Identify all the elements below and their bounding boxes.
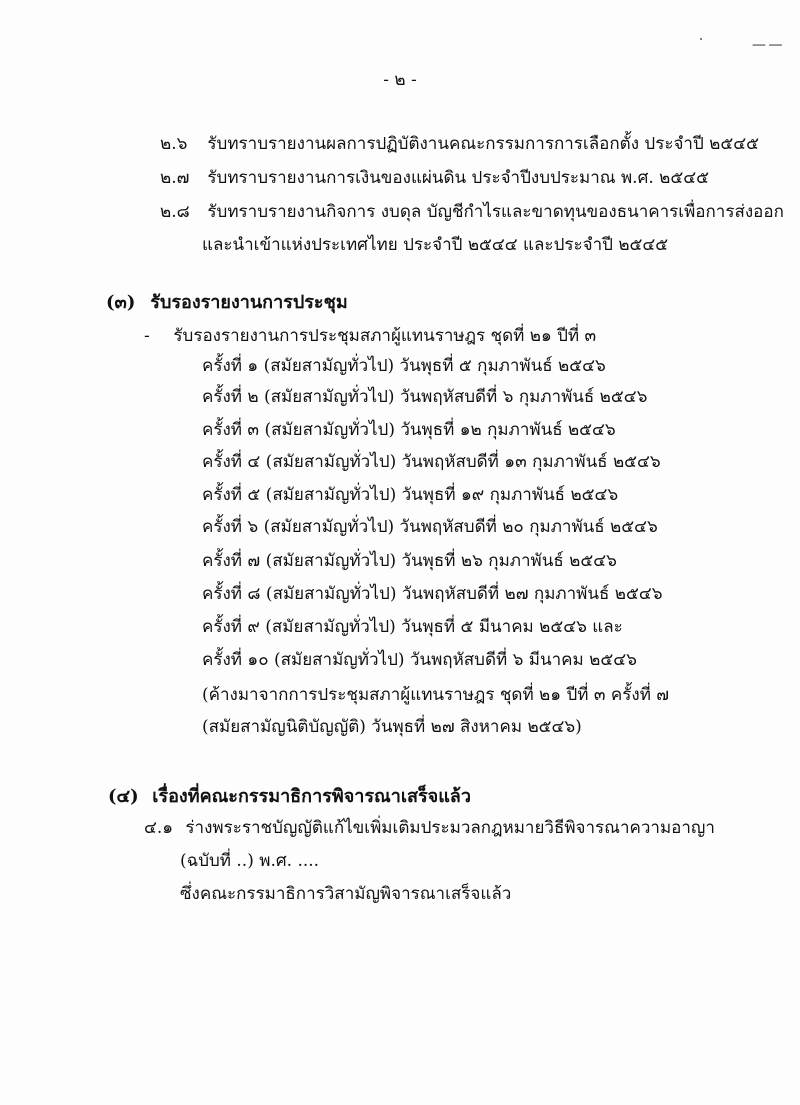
session-line: ครั้งที่ ๙ (สมัยสามัญทั่วไป) วันพุธที่ ๕ มีนาคม ๒๕๔๖ และ	[202, 617, 623, 637]
section-number: (๓)	[106, 292, 136, 313]
item-number: ๒.๘	[160, 202, 190, 222]
section-title: เรื่องที่คณะกรรมาธิการพิจารณาเสร็จแล้ว	[152, 786, 471, 807]
item-text: รับทราบรายงานการเงินของแผ่นดิน ประจำปีงบประมาณ พ.ศ. ๒๕๔๕	[207, 168, 709, 188]
dash-bullet: -	[144, 326, 150, 346]
page-number: - ๒ -	[383, 70, 417, 90]
item-2-6	[160, 133, 759, 155]
session-line: ครั้งที่ ๑๐ (สมัยสามัญทั่วไป) วันพฤหัสบดีที่ ๖ มีนาคม ๒๕๔๖	[202, 650, 637, 670]
item-number: ๒.๗	[160, 168, 190, 188]
item-4-1-line2: (ฉบับที่ ..) พ.ศ. ....	[180, 851, 320, 871]
item-text: รับทราบรายงานกิจการ งบดุล บัญชีกำไรและขาดทุนของธนาคารเพื่อการส่งออก	[207, 202, 784, 222]
section-number: (๔)	[108, 786, 139, 807]
session-line: ครั้งที่ ๑ (สมัยสามัญทั่วไป) วันพุธที่ ๕ กุมภาพันธ์ ๒๕๔๖	[202, 356, 606, 376]
session-line: ครั้งที่ ๒ (สมัยสามัญทั่วไป) วันพฤหัสบดีที่ ๖ กุมภาพันธ์ ๒๕๔๖	[202, 387, 648, 407]
section-4-heading	[108, 785, 471, 809]
section-3-heading	[106, 291, 348, 315]
session-note-line1: (ค้างมาจากการประชุมสภาผู้แทนราษฎร ชุดที่ ๒๑ ปีที่ ๓ ครั้งที่ ๗	[202, 685, 670, 705]
session-line: ครั้งที่ ๓ (สมัยสามัญทั่วไป) วันพุธที่ ๑๒ กุมภาพันธ์ ๒๕๔๖	[202, 420, 616, 440]
item-4-1	[144, 817, 715, 839]
session-line: ครั้งที่ ๕ (สมัยสามัญทั่วไป) วันพุธที่ ๑๙ กุมภาพันธ์ ๒๕๔๖	[202, 485, 619, 505]
session-line: ครั้งที่ ๘ (สมัยสามัญทั่วไป) วันพฤหัสบดีที่ ๒๗ กุมภาพันธ์ ๒๕๔๖	[202, 584, 663, 604]
session-note-line2: (สมัยสามัญนิติบัญญัติ) วันพุธที่ ๒๗ สิงหาคม ๒๕๔๖)	[202, 717, 582, 737]
corner-mark: — —	[752, 37, 782, 53]
item-text: รับทราบรายงานผลการปฏิบัติงานคณะกรรมการการเลือกตั้ง ประจำปี ๒๕๔๕	[207, 134, 759, 154]
scan-speck	[700, 38, 702, 40]
intro-text: รับรองรายงานการประชุมสภาผู้แทนราษฎร ชุดที่ ๒๑ ปีที่ ๓	[173, 326, 597, 346]
item-4-1-line3: ซึ่งคณะกรรมาธิการวิสามัญพิจารณาเสร็จแล้ว	[180, 884, 512, 904]
item-2-7	[160, 167, 709, 189]
session-line: ครั้งที่ ๖ (สมัยสามัญทั่วไป) วันพฤหัสบดีที่ ๒๐ กุมภาพันธ์ ๒๕๔๖	[202, 517, 658, 537]
item-text: ร่างพระราชบัญญัติแก้ไขเพิ่มเติมประมวลกฎหมายวิธีพิจารณาความอาญา	[185, 818, 715, 838]
item-2-8-continuation: และนำเข้าแห่งประเทศไทย ประจำปี ๒๕๔๔ และประจำปี ๒๕๔๕	[202, 235, 669, 255]
session-line: ครั้งที่ ๗ (สมัยสามัญทั่วไป) วันพุธที่ ๒๖ กุมภาพันธ์ ๒๕๔๖	[202, 551, 617, 571]
item-number: ๒.๖	[160, 134, 188, 154]
session-line: ครั้งที่ ๔ (สมัยสามัญทั่วไป) วันพฤหัสบดีที่ ๑๓ กุมภาพันธ์ ๒๕๔๖	[202, 452, 661, 472]
item-number: ๔.๑	[144, 818, 174, 838]
item-2-8	[160, 201, 784, 223]
section-title: รับรองรายงานการประชุม	[150, 292, 348, 313]
section-3-intro	[144, 325, 596, 347]
